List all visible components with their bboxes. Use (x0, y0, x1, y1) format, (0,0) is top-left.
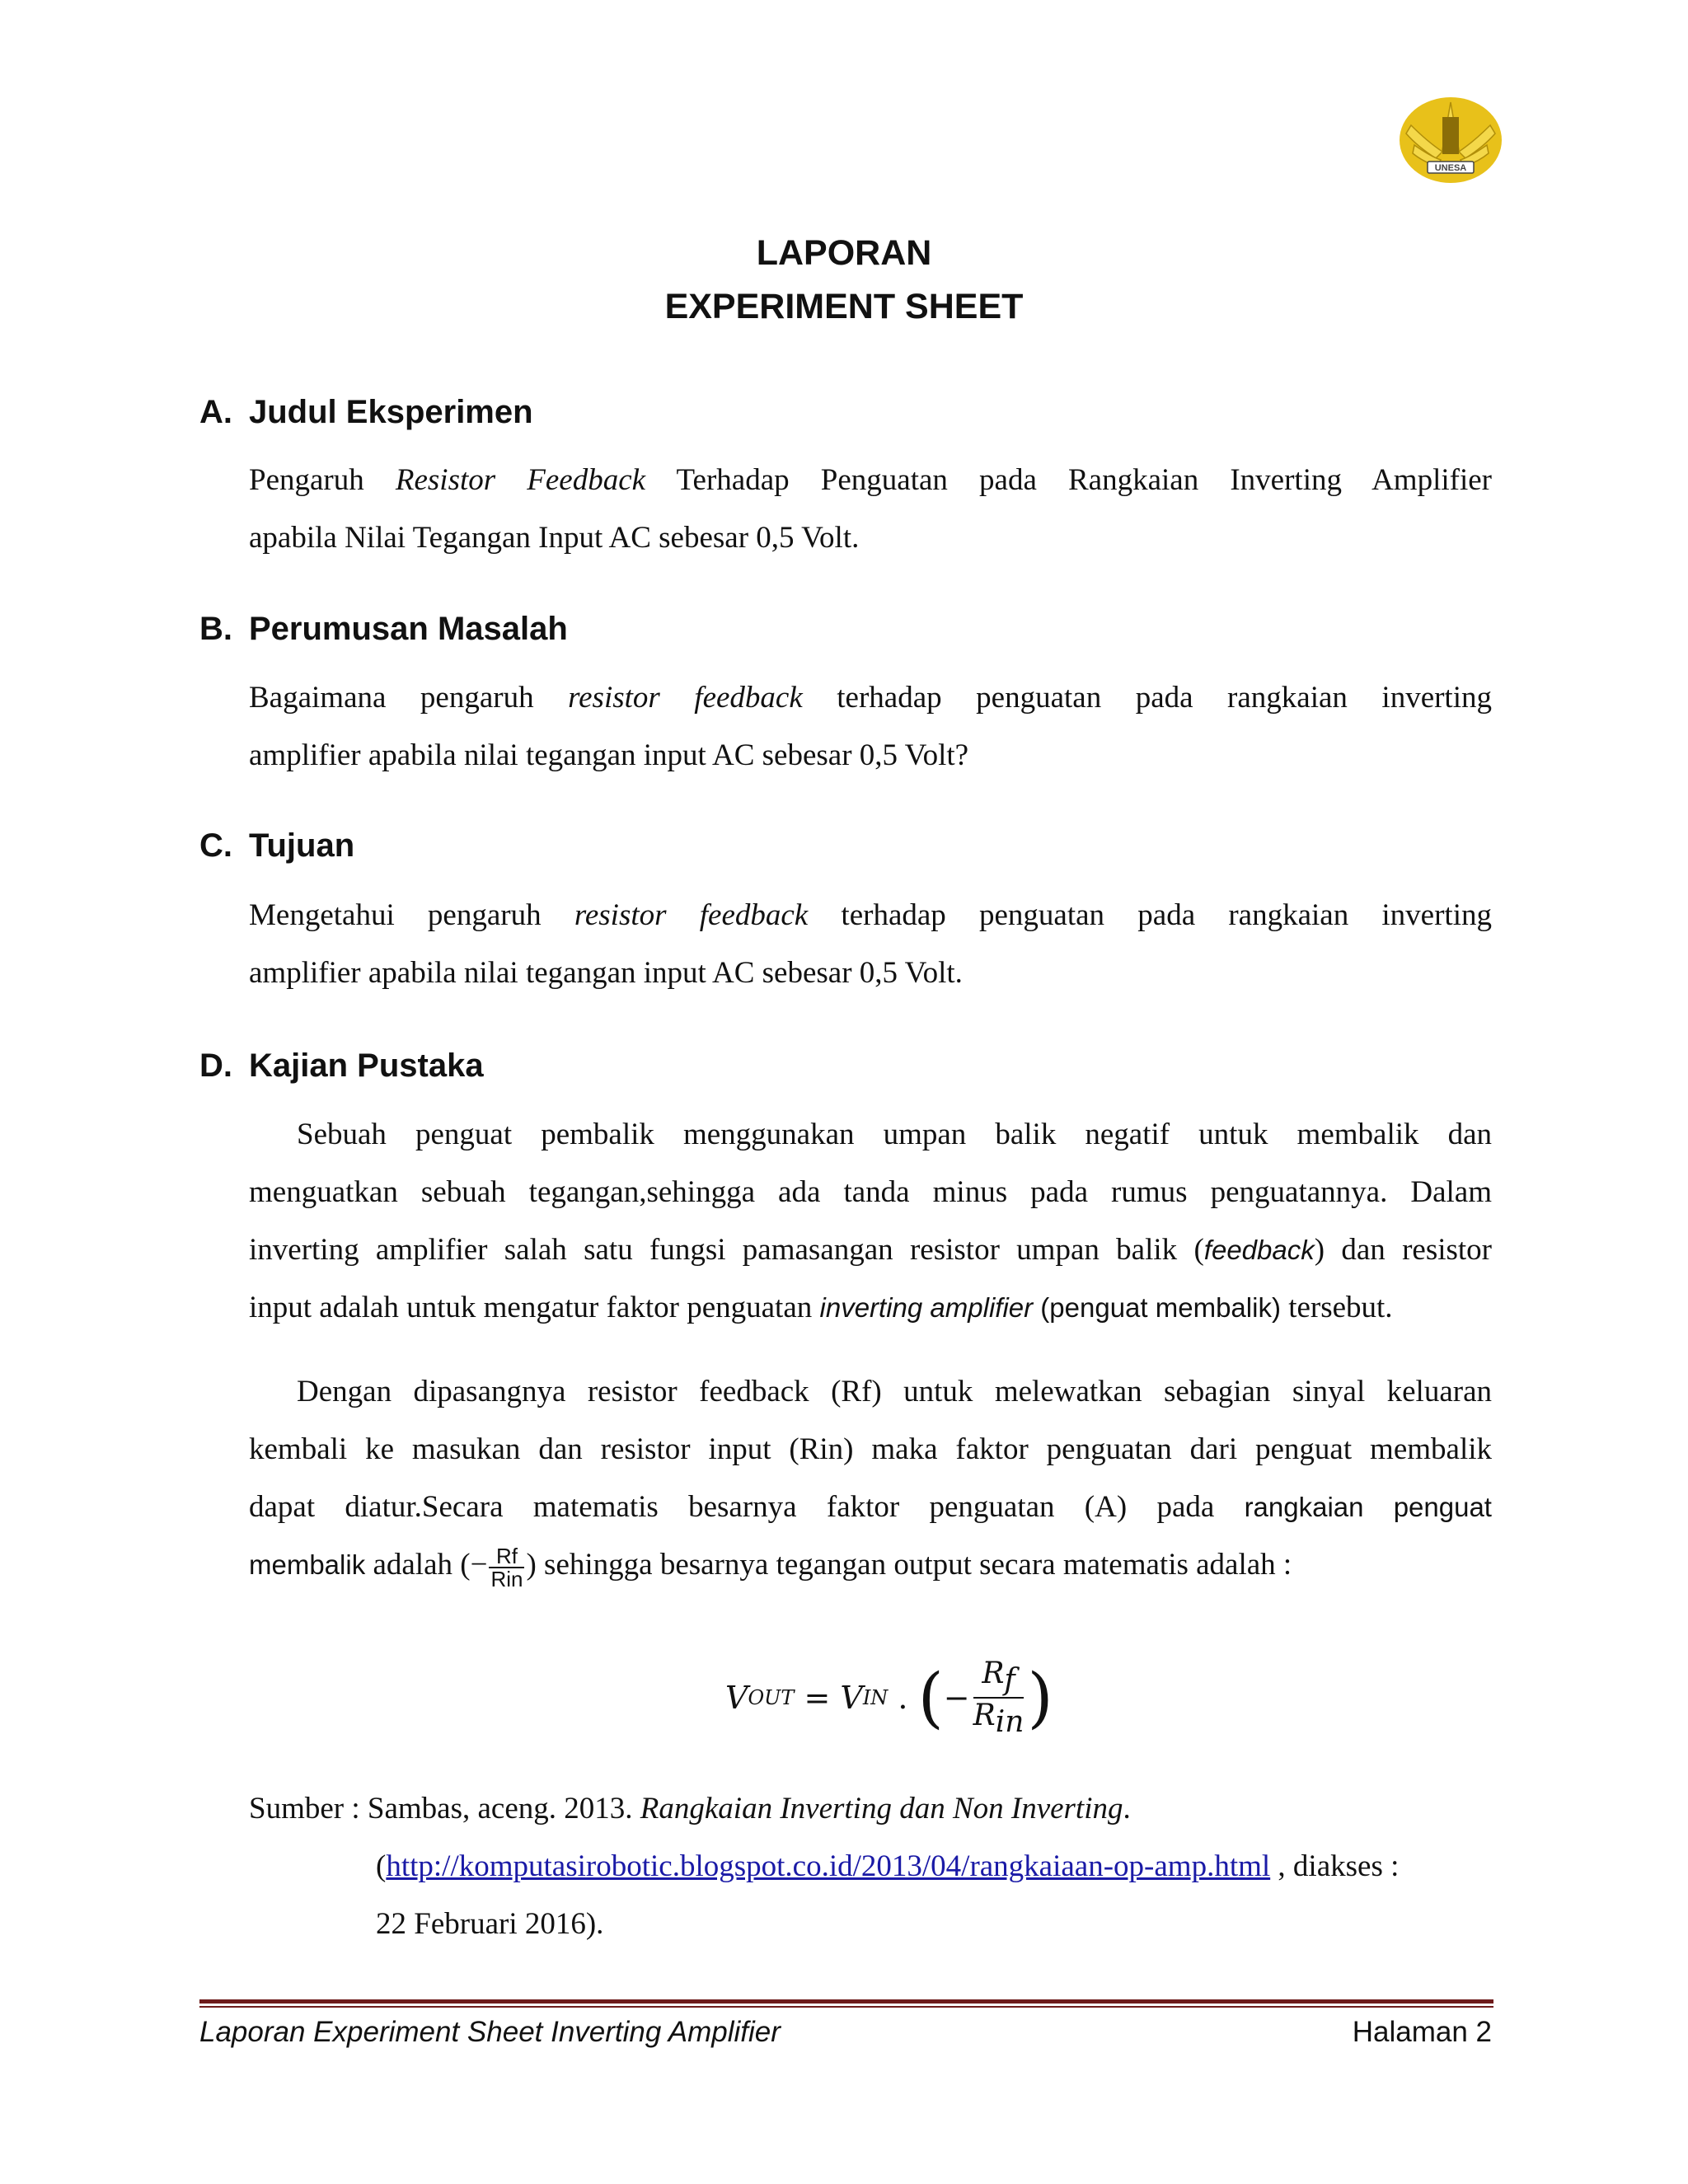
text: ) sehingga besarnya tegangan output secara matematis adalah : (526, 1548, 1292, 1582)
formula-dot: . (888, 1680, 918, 1716)
section-b-title: Perumusan Masalah (249, 611, 568, 647)
logo-text: UNESA (1434, 163, 1467, 173)
output-voltage-formula (725, 1657, 1053, 1739)
formula-open-paren: ( (917, 1659, 944, 1736)
formula-close-paren: ) (1027, 1659, 1053, 1736)
sans-text: membalik (249, 1549, 366, 1580)
text: terhadap penguatan pada rangkaian inverting (802, 681, 1492, 715)
text: Bagaimana pengaruh (249, 681, 569, 715)
section-a-heading (199, 394, 533, 431)
formula-den-r: R (973, 1699, 996, 1732)
italic-term: resistor feedback (574, 898, 809, 932)
formula-vout-sub: OUT (748, 1686, 795, 1709)
d-p1-line1: Sebuah penguat pembalik menggunakan umpan balik negatif untuk membalik dan (297, 1118, 1492, 1151)
italic-term: Resistor Feedback (395, 463, 646, 497)
sans-text: rangkaian penguat (1244, 1492, 1492, 1522)
formula-denominator (973, 1699, 1025, 1739)
text: Mengetahui pengaruh (249, 898, 574, 932)
source-line1 (249, 1780, 1492, 1838)
section-c-line2: amplifier apabila nilai tegangan input AC sebesar 0,5 Volt. (249, 956, 963, 990)
source-line2 (249, 1838, 1492, 1896)
formula-fraction (973, 1657, 1025, 1739)
page-title-line2: EXPERIMENT SHEET (664, 287, 1024, 326)
d-p2-line3 (249, 1479, 1492, 1536)
section-b-heading (199, 611, 568, 648)
section-d-heading (199, 1047, 484, 1085)
footer-page-number: Halaman 2 (1352, 2016, 1492, 2048)
formula-vin: V (840, 1680, 863, 1716)
text: input adalah untuk mengatur faktor penguatan (249, 1291, 820, 1324)
formula-num-sub: f (1004, 1663, 1015, 1697)
gain-fraction (489, 1545, 524, 1590)
section-a-letter: A. (199, 394, 232, 430)
source-reference (249, 1780, 1492, 1953)
sans-text: (penguat membalik) (1033, 1292, 1281, 1323)
formula-equals: = (794, 1680, 841, 1716)
section-b-line1 (249, 669, 1492, 727)
section-d-title: Kajian Pustaka (249, 1047, 484, 1084)
fraction-numerator: Rf (489, 1545, 524, 1568)
section-d-letter: D. (199, 1047, 232, 1084)
section-c-line1 (249, 887, 1492, 944)
text: inverting amplifier salah satu fungsi pamasangan resistor umpan balik ( (249, 1233, 1204, 1267)
formula-vout: V (725, 1680, 748, 1716)
section-b-letter: B. (199, 611, 232, 647)
source-open-paren: ( (376, 1849, 387, 1883)
university-logo (1395, 92, 1507, 190)
d-p1-line3 (249, 1221, 1492, 1279)
source-line3: 22 Februari 2016). (376, 1907, 604, 1941)
fraction-denominator: Rin (490, 1566, 523, 1591)
source-label: Sumber (249, 1792, 345, 1825)
formula-num-r: R (982, 1657, 1005, 1690)
section-d-paragraph1 (249, 1106, 1492, 1337)
section-a-line1 (249, 452, 1492, 509)
italic-term: inverting amplifier (819, 1292, 1034, 1323)
source-dot: . (1123, 1792, 1131, 1825)
d-p2-line2: kembali ke masukan dan resistor input (Rin) maka faktor penguatan dari penguat membalik (249, 1432, 1492, 1466)
text: tersebut. (1280, 1291, 1393, 1324)
formula-numerator (973, 1657, 1025, 1699)
d-p1-line2: menguatkan sebuah tegangan,sehingga ada tanda minus pada rumus penguatannya. Dalam (249, 1175, 1492, 1209)
formula-den-sub: in (995, 1705, 1025, 1739)
section-c-title: Tujuan (249, 827, 355, 864)
section-d-paragraph2 (249, 1363, 1492, 1605)
text: adalah (− (365, 1548, 488, 1582)
text: dapat diatur.Secara matematis besarnya faktor penguatan (A) pada (249, 1490, 1245, 1524)
source-sep: : (344, 1792, 368, 1825)
italic-term: feedback (1203, 1235, 1315, 1265)
section-c-letter: C. (199, 827, 232, 864)
text: Pengaruh (249, 463, 396, 497)
italic-term: resistor feedback (568, 681, 803, 715)
section-c-heading (199, 827, 354, 865)
source-author: Sambas, aceng. 2013. (367, 1792, 640, 1825)
footer-document-title: Laporan Experiment Sheet Inverting Amplifier (199, 2016, 781, 2048)
text: terhadap penguatan pada rangkaian inverting (808, 898, 1492, 932)
d-p1-line4 (249, 1279, 1492, 1337)
text: Terhadap Penguatan pada Rangkaian Inverting Amplifier (645, 463, 1492, 497)
source-accessed: , diakses : (1270, 1849, 1400, 1883)
section-a-body (249, 452, 1492, 567)
d-p2-line1: Dengan dipasangnya resistor feedback (Rf) untuk melewatkan sebagian sinyal keluaran (297, 1375, 1492, 1408)
section-b-line2: amplifier apabila nilai tegangan input AC sebesar 0,5 Volt? (249, 738, 969, 772)
text: ) dan resistor (1314, 1233, 1492, 1267)
d-p2-line4 (249, 1536, 1492, 1605)
formula-minus: − (943, 1680, 970, 1716)
section-a-line2: apabila Nilai Tegangan Input AC sebesar 0,5 Volt. (249, 521, 860, 555)
formula-vin-sub: IN (862, 1686, 889, 1709)
source-book-title: Rangkaian Inverting dan Non Inverting (640, 1792, 1123, 1825)
section-b-body (249, 669, 1492, 785)
source-url-link[interactable]: http://komputasirobotic.blogspot.co.id/2013/04/rangkaiaan-op-amp.html (386, 1849, 1271, 1883)
footer-rule-thin (199, 2006, 1493, 2008)
footer-rule-thick (199, 1999, 1493, 2004)
section-c-body (249, 887, 1492, 1002)
section-a-title: Judul Eksperimen (249, 394, 533, 430)
page-title-line1: LAPORAN (756, 233, 932, 273)
